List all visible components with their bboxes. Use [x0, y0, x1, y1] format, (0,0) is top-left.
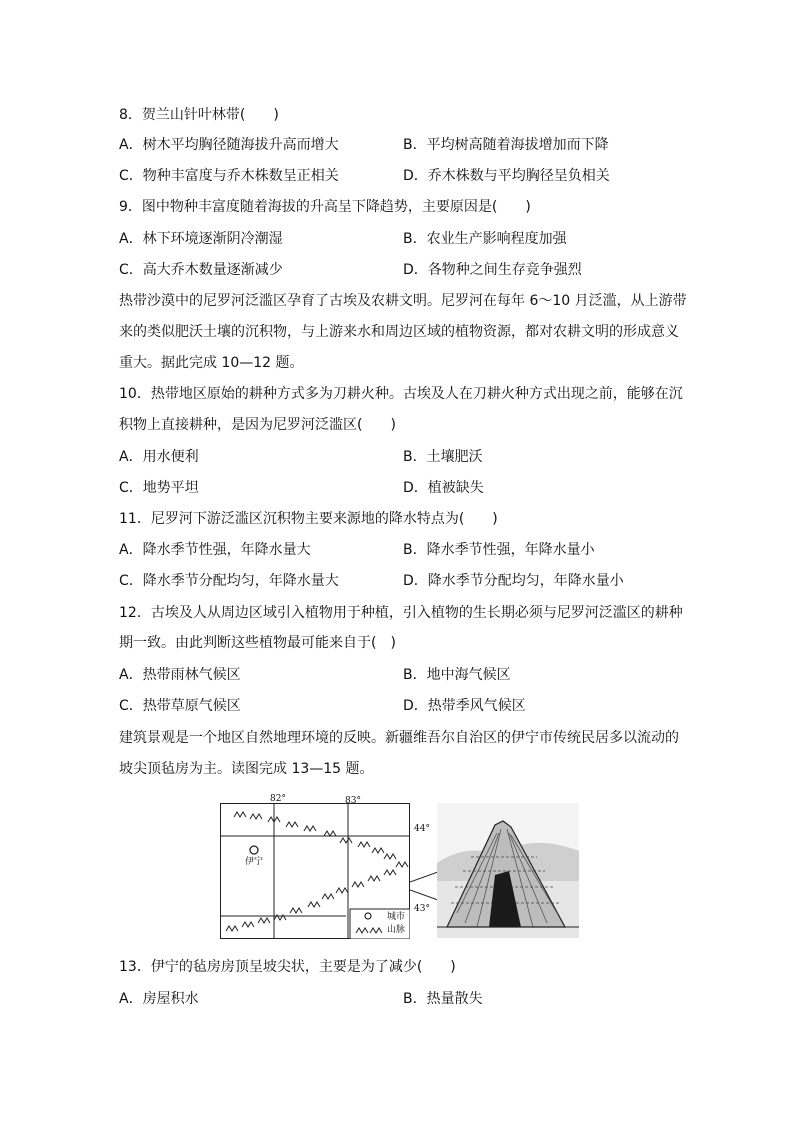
question-12-option-b: B．地中海气候区: [403, 667, 511, 683]
figure-yining-map-and-yurt: [220, 796, 580, 942]
map-graticule: [220, 803, 410, 939]
yining-city-symbol: [250, 846, 258, 854]
question-8-option-a: A．树木平均胸径随海拔升高而增大: [119, 137, 339, 153]
yurt-photo: [437, 803, 579, 938]
question-13-stem: 13．伊宁的毡房房顶呈坡尖状，主要是为了减少( ): [119, 959, 456, 975]
yurt-illustration: [437, 803, 579, 938]
question-9-stem: 9．图中物种丰富度随着海拔的升高呈下降趋势，主要原因是( ): [119, 199, 531, 215]
question-12-option-d: D．热带季风气候区: [403, 698, 526, 714]
question-9-option-c: C．高大乔木数量逐渐减少: [119, 262, 283, 278]
question-10-option-b: B．土壤肥沃: [403, 449, 483, 465]
question-12-option-a: A．热带雨林气候区: [119, 667, 241, 683]
question-10-option-c: C．地势平坦: [119, 480, 199, 496]
question-13-option-a: A．房屋积水: [119, 991, 199, 1007]
location-map: [220, 803, 410, 939]
yining-passage-line-1: 建筑景观是一个地区自然地理环境的反映。新疆维吾尔自治区的伊宁市传统民居多以流动的: [119, 730, 679, 746]
question-8-option-b: B．平均树高随着海拔增加而下降: [403, 137, 609, 153]
longitude-label-83: 83°: [345, 796, 361, 806]
nile-passage-line-1: 热带沙漠中的尼罗河泛滥区孕育了古埃及农耕文明。尼罗河在每年 6～10 月泛滥，从上游带: [119, 293, 687, 309]
question-12-option-c: C．热带草原气候区: [119, 698, 241, 714]
question-9-option-d: D．各物种之间生存竞争强烈: [403, 262, 582, 278]
legend-mountain-label: 山脉: [387, 925, 406, 935]
question-8-option-c: C．物种丰富度与乔木株数呈正相关: [119, 168, 339, 184]
question-11-stem: 11．尼罗河下游泛滥区沉积物主要来源地的降水特点为( ): [119, 511, 498, 527]
question-8-option-d: D．乔木株数与平均胸径呈负相关: [403, 168, 610, 184]
question-10-stem-line-2: 积物上直接耕种，是因为尼罗河泛滥区( ): [119, 417, 396, 433]
question-10-option-a: A．用水便利: [119, 449, 199, 465]
question-11-option-c: C．降水季节分配均匀，年降水量大: [119, 573, 339, 589]
legend-city-label: 城市: [387, 912, 406, 922]
question-11-option-b: B．降水季节性强，年降水量小: [403, 542, 595, 558]
question-11-option-a: A．降水季节性强，年降水量大: [119, 542, 311, 558]
question-9-option-b: B．农业生产影响程度加强: [403, 231, 567, 247]
figure-connector-lines: [410, 866, 438, 906]
question-13-option-b: B．热量散失: [403, 991, 483, 1007]
latitude-label-43: 43°: [414, 904, 430, 914]
question-9-option-a: A．林下环境逐渐阴冷潮湿: [119, 231, 283, 247]
question-12-stem-line-1: 12．古埃及人从周边区域引入植物用于种植，引入植物的生长期必须与尼罗河泛滥区的耕种: [119, 605, 683, 621]
question-8-stem: 8．贺兰山针叶林带( ): [119, 107, 279, 123]
nile-passage-line-3: 重大。据此完成 10—12 题。: [119, 355, 304, 371]
question-12-stem-line-2: 期一致。由此判断这些植物最可能来自于( ): [119, 635, 396, 651]
question-10-option-d: D．植被缺失: [403, 480, 484, 496]
nile-passage-line-2: 来的类似肥沃土壤的沉积物，与上游来水和周边区域的植物资源，都对农耕文明的形成意义: [119, 324, 679, 340]
city-label-yining: 伊宁: [245, 857, 264, 867]
latitude-label-44: 44°: [414, 824, 430, 834]
yining-passage-line-2: 坡尖顶毡房为主。读图完成 13—15 题。: [119, 761, 374, 777]
question-11-option-d: D．降水季节分配均匀，年降水量小: [403, 573, 624, 589]
question-10-stem-line-1: 10．热带地区原始的耕种方式多为刀耕火种。古埃及人在刀耕火种方式出现之前，能够在沉: [119, 386, 683, 402]
longitude-label-82: 82°: [270, 794, 286, 804]
